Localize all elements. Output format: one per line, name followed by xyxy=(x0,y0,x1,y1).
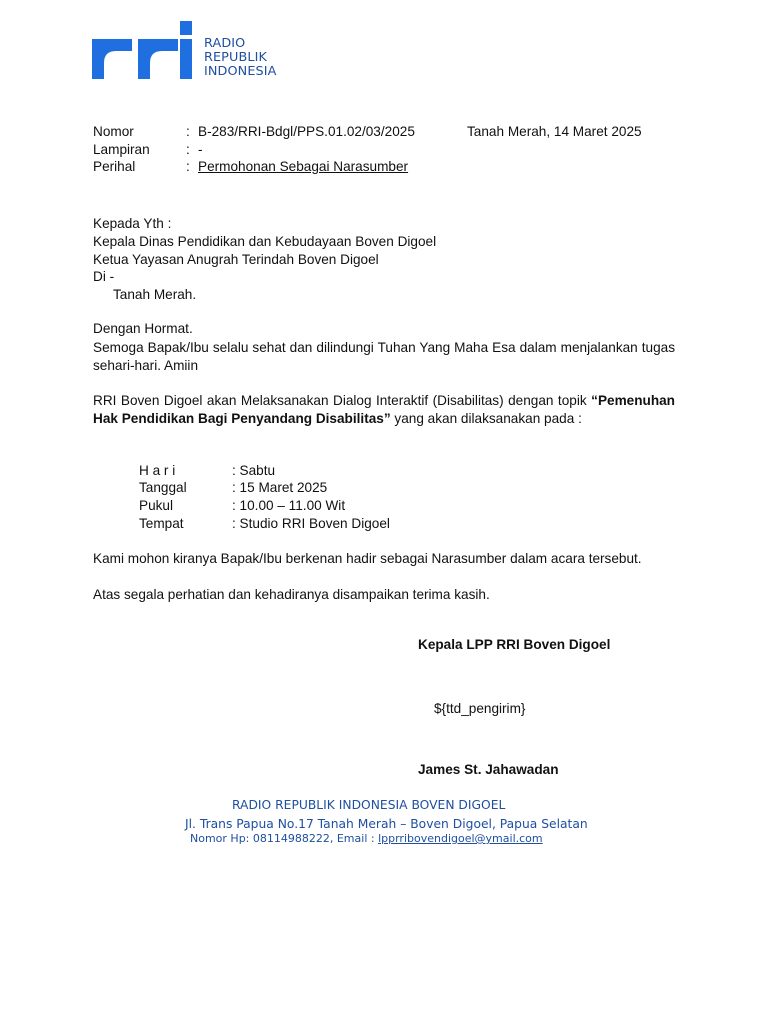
meta-colon: : xyxy=(186,142,190,157)
recipient-line: Ketua Yayasan Anugrah Terindah Boven Digoel xyxy=(93,252,379,267)
footer-email-link[interactable]: lpprribovendigoel@ymail.com xyxy=(378,832,543,845)
footer-address: Jl. Trans Papua No.17 Tanah Merah – Boven Digoel, Papua Selatan xyxy=(185,817,588,831)
detail-value: : Studio RRI Boven Digoel xyxy=(232,516,390,531)
intro-end-text: yang akan dilaksanakan pada : xyxy=(390,410,582,426)
intro-text: RRI Boven Digoel akan Melaksanakan Dialog Interaktif (Disabilitas) dengan topik xyxy=(93,393,587,408)
recipient-line: Di - xyxy=(93,269,115,284)
intro-paragraph xyxy=(93,392,675,427)
rri-logo-mark xyxy=(92,21,192,79)
detail-label: Tempat xyxy=(139,516,184,531)
logo-text-line2: REPUBLIK xyxy=(204,50,267,65)
letter-date: Tanah Merah, 14 Maret 2025 xyxy=(467,124,642,139)
footer-contact xyxy=(190,832,543,845)
meta-label-lampiran: Lampiran xyxy=(93,142,150,157)
footer-contact-text: Nomor Hp: 08114988222, Email : xyxy=(190,832,379,845)
attachment-value: - xyxy=(198,142,203,157)
opening-salutation: Dengan Hormat. xyxy=(93,321,193,336)
logo-text-line1: RADIO xyxy=(204,36,246,51)
letter-number: B-283/RRI-Bdgl/PPS.01.02/03/2025 xyxy=(198,124,415,139)
logo-text-line3: INDONESIA xyxy=(204,64,277,79)
request-paragraph: Kami mohon kiranya Bapak/Ibu berkenan hadir sebagai Narasumber dalam acara tersebut. xyxy=(93,551,642,566)
meta-label-nomor: Nomor xyxy=(93,124,134,139)
detail-label: Tanggal xyxy=(139,480,187,495)
recipient-line: Kepala Dinas Pendidikan dan Kebudayaan Boven Digoel xyxy=(93,234,437,249)
detail-label: H a r i xyxy=(139,463,176,478)
footer-org: RADIO REPUBLIK INDONESIA BOVEN DIGOEL xyxy=(232,798,506,812)
recipient-greeting: Kepada Yth : xyxy=(93,216,172,231)
meta-colon: : xyxy=(186,159,190,174)
detail-value: : 15 Maret 2025 xyxy=(232,480,328,495)
detail-value: : Sabtu xyxy=(232,463,276,478)
meta-colon: : xyxy=(186,124,190,139)
detail-label: Pukul xyxy=(139,498,174,513)
wish-paragraph: Semoga Bapak/Ibu selalu sehat dan dilindungi Tuhan Yang Maha Esa dalam menjalankan tugas sehari-hari. Amiin xyxy=(93,340,675,373)
recipient-place: Tanah Merah. xyxy=(113,287,197,302)
signature-placeholder: ${ttd_pengirim} xyxy=(434,701,526,716)
detail-value: : 10.00 – 11.00 Wit xyxy=(232,498,346,513)
meta-label-perihal: Perihal xyxy=(93,159,136,174)
signature-title: Kepala LPP RRI Boven Digoel xyxy=(418,637,611,652)
subject-value: Permohonan Sebagai Narasumber xyxy=(198,159,409,174)
signer-name: James St. Jahawadan xyxy=(418,762,559,777)
topic-text: “Pemenuhan Hak Pendidikan Bagi Penyandang Disabilitas” xyxy=(93,393,675,426)
closing-paragraph: Atas segala perhatian dan kehadiranya disampaikan terima kasih. xyxy=(93,587,490,602)
